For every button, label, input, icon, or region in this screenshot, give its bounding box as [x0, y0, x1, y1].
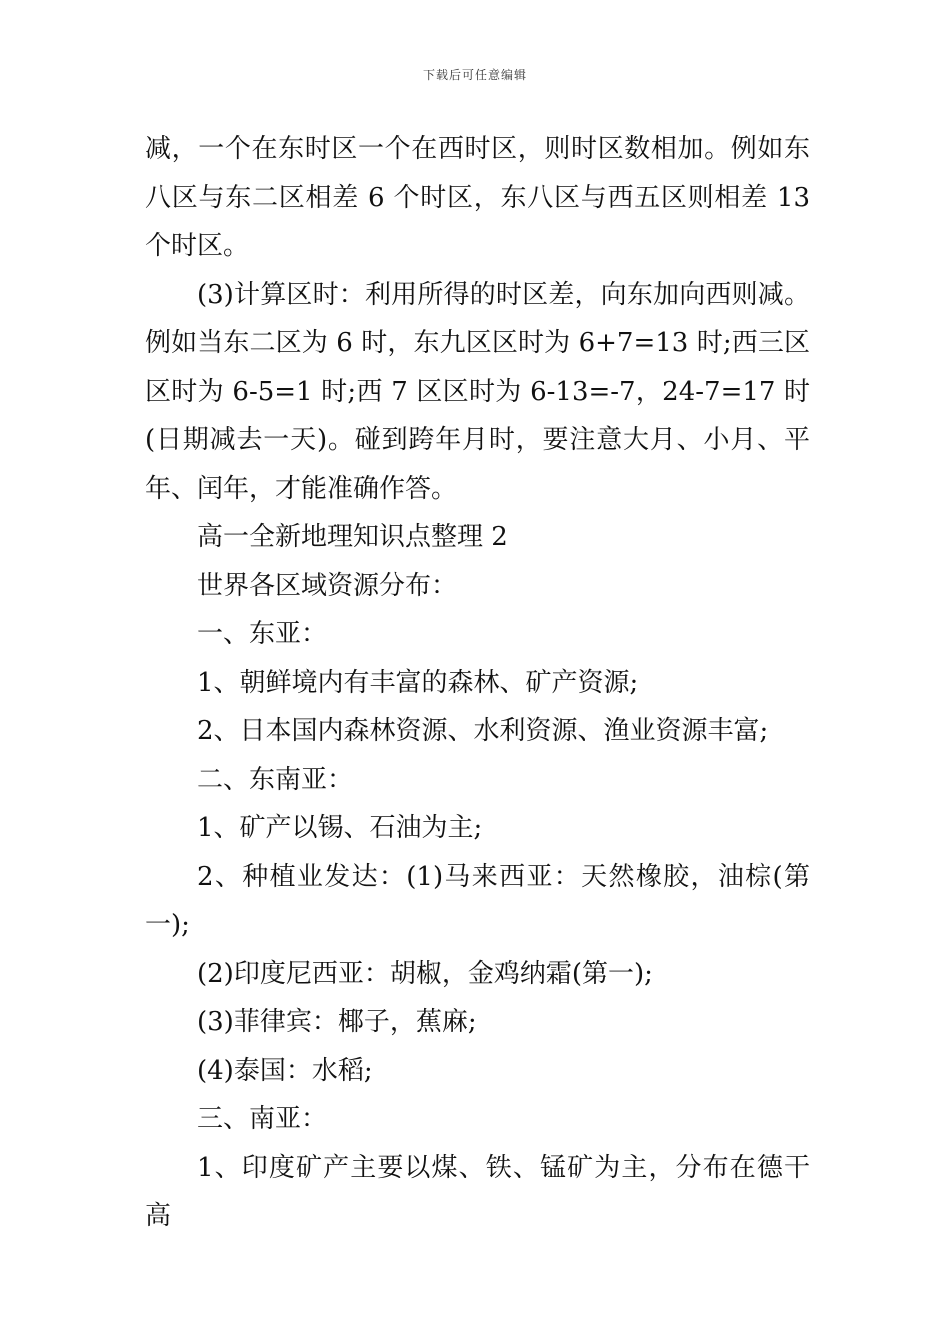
list-item: (3)菲律宾：椰子，蕉麻;	[197, 1007, 477, 1037]
list-item: 1、矿产以锡、石油为主;	[197, 813, 483, 843]
page-header: 下载后可任意编辑	[422, 68, 527, 82]
region-heading-south-asia: 三、南亚：	[197, 1104, 328, 1134]
list-item: (4)泰国：水稻;	[197, 1055, 373, 1086]
paragraph-time-zone-difference: 减，一个在东时区一个在西时区，则时区数相加。例如东八区与东二区相差 6 个时区，东八区与西五区则相差 13 个时区。	[145, 134, 810, 261]
section-heading: 高一全新地理知识点整理 2	[197, 522, 508, 552]
list-item: 1、朝鲜境内有丰富的森林、矿产资源;	[197, 667, 639, 698]
list-item: 2、日本国内森林资源、水利资源、渔业资源丰富;	[197, 716, 769, 746]
list-item: 2、种植业发达：(1)马来西亚：天然橡胶，油棕(第一);	[145, 861, 810, 940]
list-item: 1、印度矿产主要以煤、铁、锰矿为主，分布在德干高	[145, 1152, 810, 1231]
region-heading-southeast-asia: 二、东南亚：	[197, 764, 354, 795]
list-item: (2)印度尼西亚：胡椒，金鸡纳霜(第一);	[197, 958, 653, 989]
subsection-heading: 世界各区域资源分布：	[197, 570, 458, 601]
paragraph-calculate-zone-time: (3)计算区时：利用所得的时区差，向东加向西则减。例如当东二区为 6 时，东九区区时为 6+7=13 时;西三区区时为 6-5=1 时;西 7 区区时为 6-13=-7，24-7=17 时(日期减去一天)。碰到跨年月时，要注意大月、小月、平年、闰年，才能准确作答。	[145, 279, 810, 504]
region-heading-east-asia: 一、东亚：	[197, 619, 328, 649]
document-body	[145, 125, 810, 1241]
